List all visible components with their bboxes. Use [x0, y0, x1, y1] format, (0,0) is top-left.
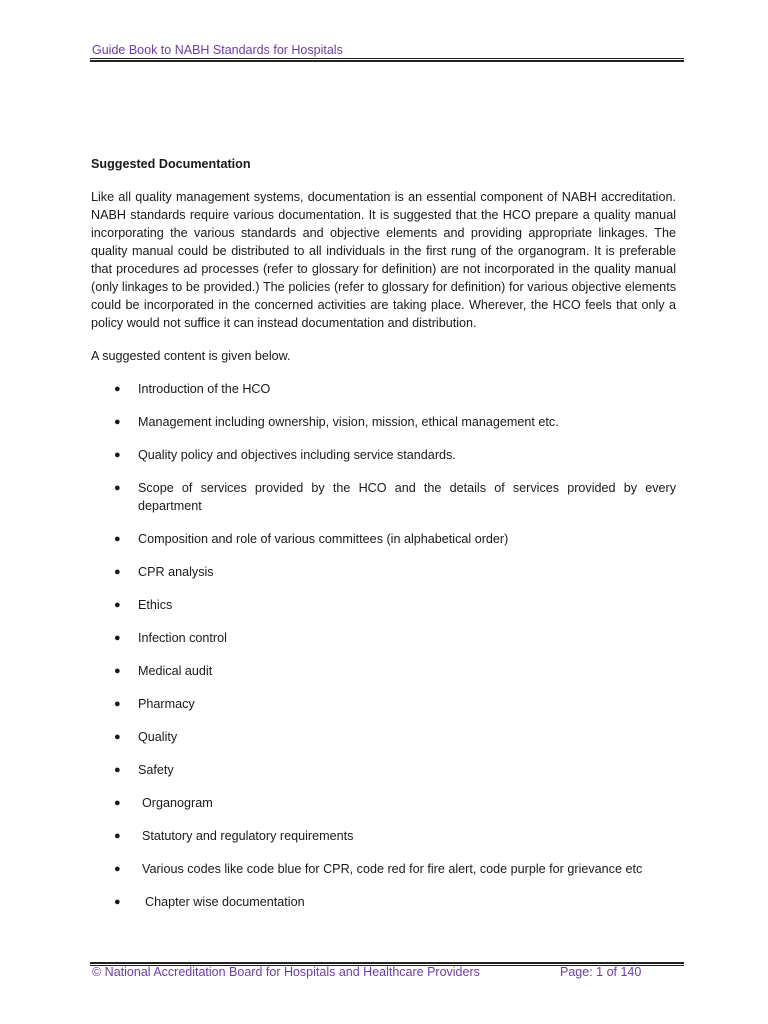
- bullet-icon: ●: [114, 383, 121, 395]
- list-item: ● Scope of services provided by the HCO and the details of services provided by every department: [114, 481, 676, 513]
- bullet-icon: ●: [114, 764, 121, 776]
- bullet-icon: ●: [114, 731, 121, 743]
- list-item: ● Ethics: [114, 598, 173, 612]
- list-intro: A suggested content is given below.: [91, 349, 291, 363]
- list-item: ● Management including ownership, vision, mission, ethical management etc.: [114, 415, 559, 429]
- bullet-icon: ●: [114, 665, 121, 677]
- list-item: ● CPR analysis: [114, 565, 214, 579]
- bullet-icon: ●: [114, 416, 121, 428]
- header-divider: [90, 58, 684, 62]
- running-title: Guide Book to NABH Standards for Hospitals: [92, 43, 343, 57]
- list-item: ● Pharmacy: [114, 697, 195, 711]
- main-content: [91, 155, 676, 926]
- list-item: ● Quality policy and objectives including service standards.: [114, 448, 456, 462]
- bullet-icon: ●: [114, 566, 121, 578]
- list-item: ● Infection control: [114, 631, 227, 645]
- list-item: ● Chapter wise documentation: [114, 895, 305, 909]
- list-item: ● Various codes like code blue for CPR, code red for fire alert, code purple for grievance etc: [114, 862, 643, 876]
- list-item: ● Statutory and regulatory requirements: [114, 829, 354, 843]
- content-list: [91, 380, 676, 911]
- section-heading: Suggested Documentation: [91, 157, 251, 171]
- list-item: ● Quality: [114, 730, 178, 744]
- bullet-icon: ●: [114, 698, 121, 710]
- bullet-icon: ●: [114, 797, 121, 809]
- list-item: ● Introduction of the HCO: [114, 382, 271, 396]
- list-item: ● Safety: [114, 763, 174, 777]
- list-item: ● Organogram: [114, 796, 213, 810]
- bullet-icon: ●: [114, 599, 121, 611]
- list-item: ● Composition and role of various committees (in alphabetical order): [114, 532, 509, 546]
- bullet-icon: ●: [114, 896, 121, 908]
- body-paragraph: Like all quality management systems, documentation is an essential component of NABH accreditation. NABH standards require various documentation. It is suggested that the HCO prepare a quality manual incorporating the various standards and objective elements and providing appropriate linkages. The quality manual could be distributed to all individuals in the first rung of the organogram. It is preferable that procedures ad processes (refer to glossary for definition) are not incorporated in the quality manual (only linkages to be provided.) The policies (refer to glossary for definition) for various objective elements could be incorporated in the concerned activities are taking place. Wherever, the HCO feels that only a policy would not suffice it can instead documentation and distribution.: [91, 190, 676, 330]
- bullet-icon: ●: [114, 482, 121, 494]
- bullet-icon: ●: [114, 632, 121, 644]
- bullet-icon: ●: [114, 830, 121, 842]
- bullet-icon: ●: [114, 449, 121, 461]
- copyright-notice: © National Accreditation Board for Hospitals and Healthcare Providers: [92, 965, 480, 979]
- list-item: ● Medical audit: [114, 664, 213, 678]
- page-number: Page: 1 of 140: [560, 965, 642, 979]
- bullet-icon: ●: [114, 863, 121, 875]
- bullet-icon: ●: [114, 533, 121, 545]
